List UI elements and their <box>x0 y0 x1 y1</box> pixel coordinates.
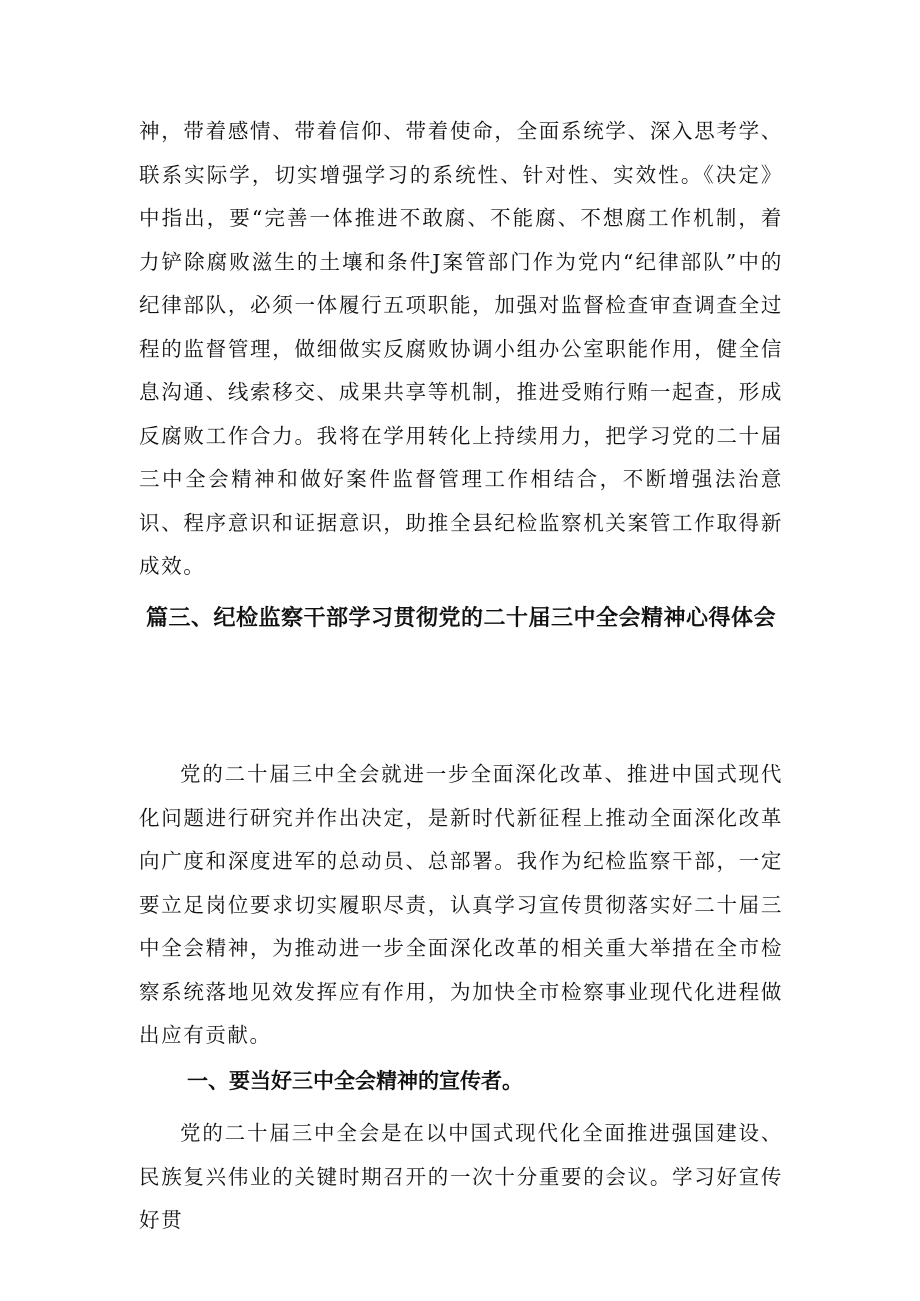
section-title: 篇三、纪检监察干部学习贯彻党的二十届三中全会精神心得体会 <box>145 606 776 631</box>
subheading: 一、要当好三中全会精神的宣传者。 <box>187 1069 523 1093</box>
continued-paragraph: 神，带着感情、带着信仰、带着使命，全面系统学、深入思考学、联系实际学，切实增强学习的系统性、针对性、实效性。《决定》中指出，要“完善一体推进不敢腐、不能腐、不想腐工作机制，着力铲除腐败滋生的土壤和条件J案管部门作为党内“纪律部队”中的纪律部队，必须一体履行五项职能，加强对监督检查审查调查全过程的监督管理，做细做实反腐败协调小组办公室职能作用，健全信息沟通、线索移交、成果共享等机制，推进受贿行贿一起查，形成反腐败工作合力。我将在学用转化上持续用力，把学习党的二十届三中全会精神和做好案件监督管理工作相结合，不断增强法治意识、程序意识和证据意识，助推全县纪检监察机关案管工作取得新成效。 <box>139 119 783 578</box>
intro-paragraph: 党的二十届三中全会就进一步全面深化改革、推进中国式现代化问题进行研究并作出决定，是新时代新征程上推动全面深化改革向广度和深度进军的总动员、总部署。我作为纪检监察干部，一定要立足岗位要求切实履职尽责，认真学习宣传贯彻落实好二十届三中全会精神，为推动进一步全面深化改革的相关重大举措在全市检察系统落地见效发挥应有作用，为加快全市检察事业现代化进程做出应有贡献。 <box>139 762 783 1047</box>
body-paragraph: 党的二十届三中全会是在以中国式现代化全面推进强国建设、民族复兴伟业的关键时期召开的一次十分重要的会议。学习好宣传好贯 <box>139 1121 783 1232</box>
